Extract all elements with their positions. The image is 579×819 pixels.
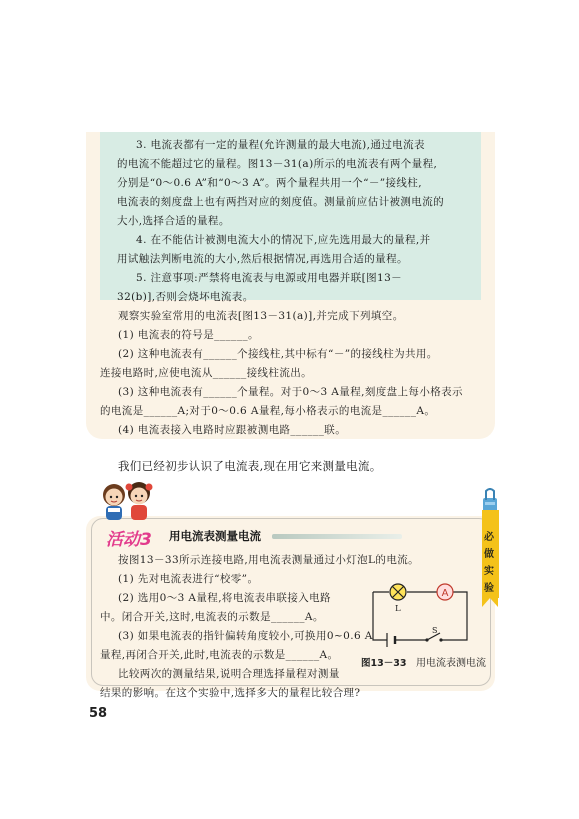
note-5-line-2: 32(b)],否则会烧坏电流表。 [117, 291, 254, 303]
activity-line-5: (3) 如果电流表的指针偏转角度较小,可换用0~0.6 A [118, 630, 373, 642]
note-3-line-5: 大小,选择合适的量程。 [117, 215, 230, 227]
activity-line-6: 量程,再闭合开关,此时,电流表的示数是______A。 [100, 649, 339, 661]
lamp-icon [390, 584, 406, 600]
title-underline [272, 534, 402, 539]
question-2-line-2: 连接电路时,应使电流从______接线柱流出。 [100, 367, 313, 379]
switch-label: S [432, 626, 438, 635]
circuit-diagram [365, 580, 473, 652]
exercise-intro: 观察实验室常用的电流表[图13－31(a)],并完成下列填空。 [118, 310, 404, 322]
children-illustration [96, 478, 158, 526]
question-3-line-1: (3) 这种电流表有______个量程。对于0～3 A量程,刻度盘上每小格表示 [118, 386, 463, 398]
figure-number: 图13－33 [361, 658, 407, 669]
activity-line-3: (2) 选用0～3 A量程,将电流表串联接入电路 [118, 592, 331, 604]
activity-line-8: 结果的影响。在这个实验中,选择多大的量程比较合理? [100, 687, 361, 699]
ribbon-tip [482, 598, 498, 607]
activity-title: 用电流表测量电流 [169, 529, 261, 543]
ribbon-char-2: 做 [484, 549, 494, 560]
exercise-block [100, 307, 481, 437]
notes-box [100, 132, 481, 303]
ribbon-char-4: 验 [484, 583, 494, 594]
ammeter-label: A [441, 588, 449, 599]
question-4: (4) 电流表接入电路时应跟被测电路______联。 [118, 424, 347, 436]
activity-line-1: 按图13－33所示连接电路,用电流表测量通过小灯泡L的电流。 [118, 554, 420, 566]
activity-line-4: 中。闭合开关,这时,电流表的示数是______A。 [100, 611, 324, 623]
bridge-text: 我们已经初步认识了电流表,现在用它来测量电流。 [118, 459, 382, 473]
activity-line-7: 比较两次的测量结果,说明合理选择量程对测量 [118, 668, 340, 680]
lamp-label: L [395, 604, 401, 614]
question-1: (1) 电流表的符号是______。 [118, 329, 259, 341]
note-5-line-1: 5. 注意事项:严禁将电流表与电源或用电器并联[图13－ [136, 272, 403, 284]
ribbon-char-3: 实 [484, 566, 494, 577]
activity-line-2: (1) 先对电流表进行“校零”。 [118, 573, 259, 585]
note-3-line-1: 3. 电流表都有一定的量程(允许测量的最大电流),通过电流表 [136, 139, 425, 151]
note-4-line-1: 4. 在不能估计被测电流大小的情况下,应先选用最大的量程,并 [136, 234, 431, 246]
ammeter-icon [437, 584, 453, 600]
question-2-line-1: (2) 这种电流表有______个接线柱,其中标有“－”的接线柱为共用。 [118, 348, 438, 360]
page-number: 58 [89, 706, 108, 721]
activity-label: 活动3 [106, 530, 152, 550]
note-3-line-3: 分别是“0～0.6 A”和“0～3 A”。两个量程共用一个“－”接线柱, [117, 177, 422, 189]
note-3-line-4: 电流表的刻度盘上也有两挡对应的刻度值。测量前应估计被测电流的 [117, 196, 444, 208]
question-3-line-2: 的电流是______A;对于0～0.6 A量程,每小格表示的电流是______A。 [100, 405, 436, 417]
ribbon-char-1: 必 [484, 532, 494, 543]
child-left-icon [103, 484, 125, 520]
figure-caption [361, 654, 486, 669]
figure-caption-text: 用电流表测电流 [416, 658, 486, 669]
note-4-line-2: 用试触法判断电流的大小,然后根据情况,再选用合适的量程。 [117, 253, 408, 265]
child-right-icon [126, 482, 153, 520]
note-3-line-2: 的电流不能超过它的量程。图13－31(a)所示的电流表有两个量程, [117, 158, 438, 170]
